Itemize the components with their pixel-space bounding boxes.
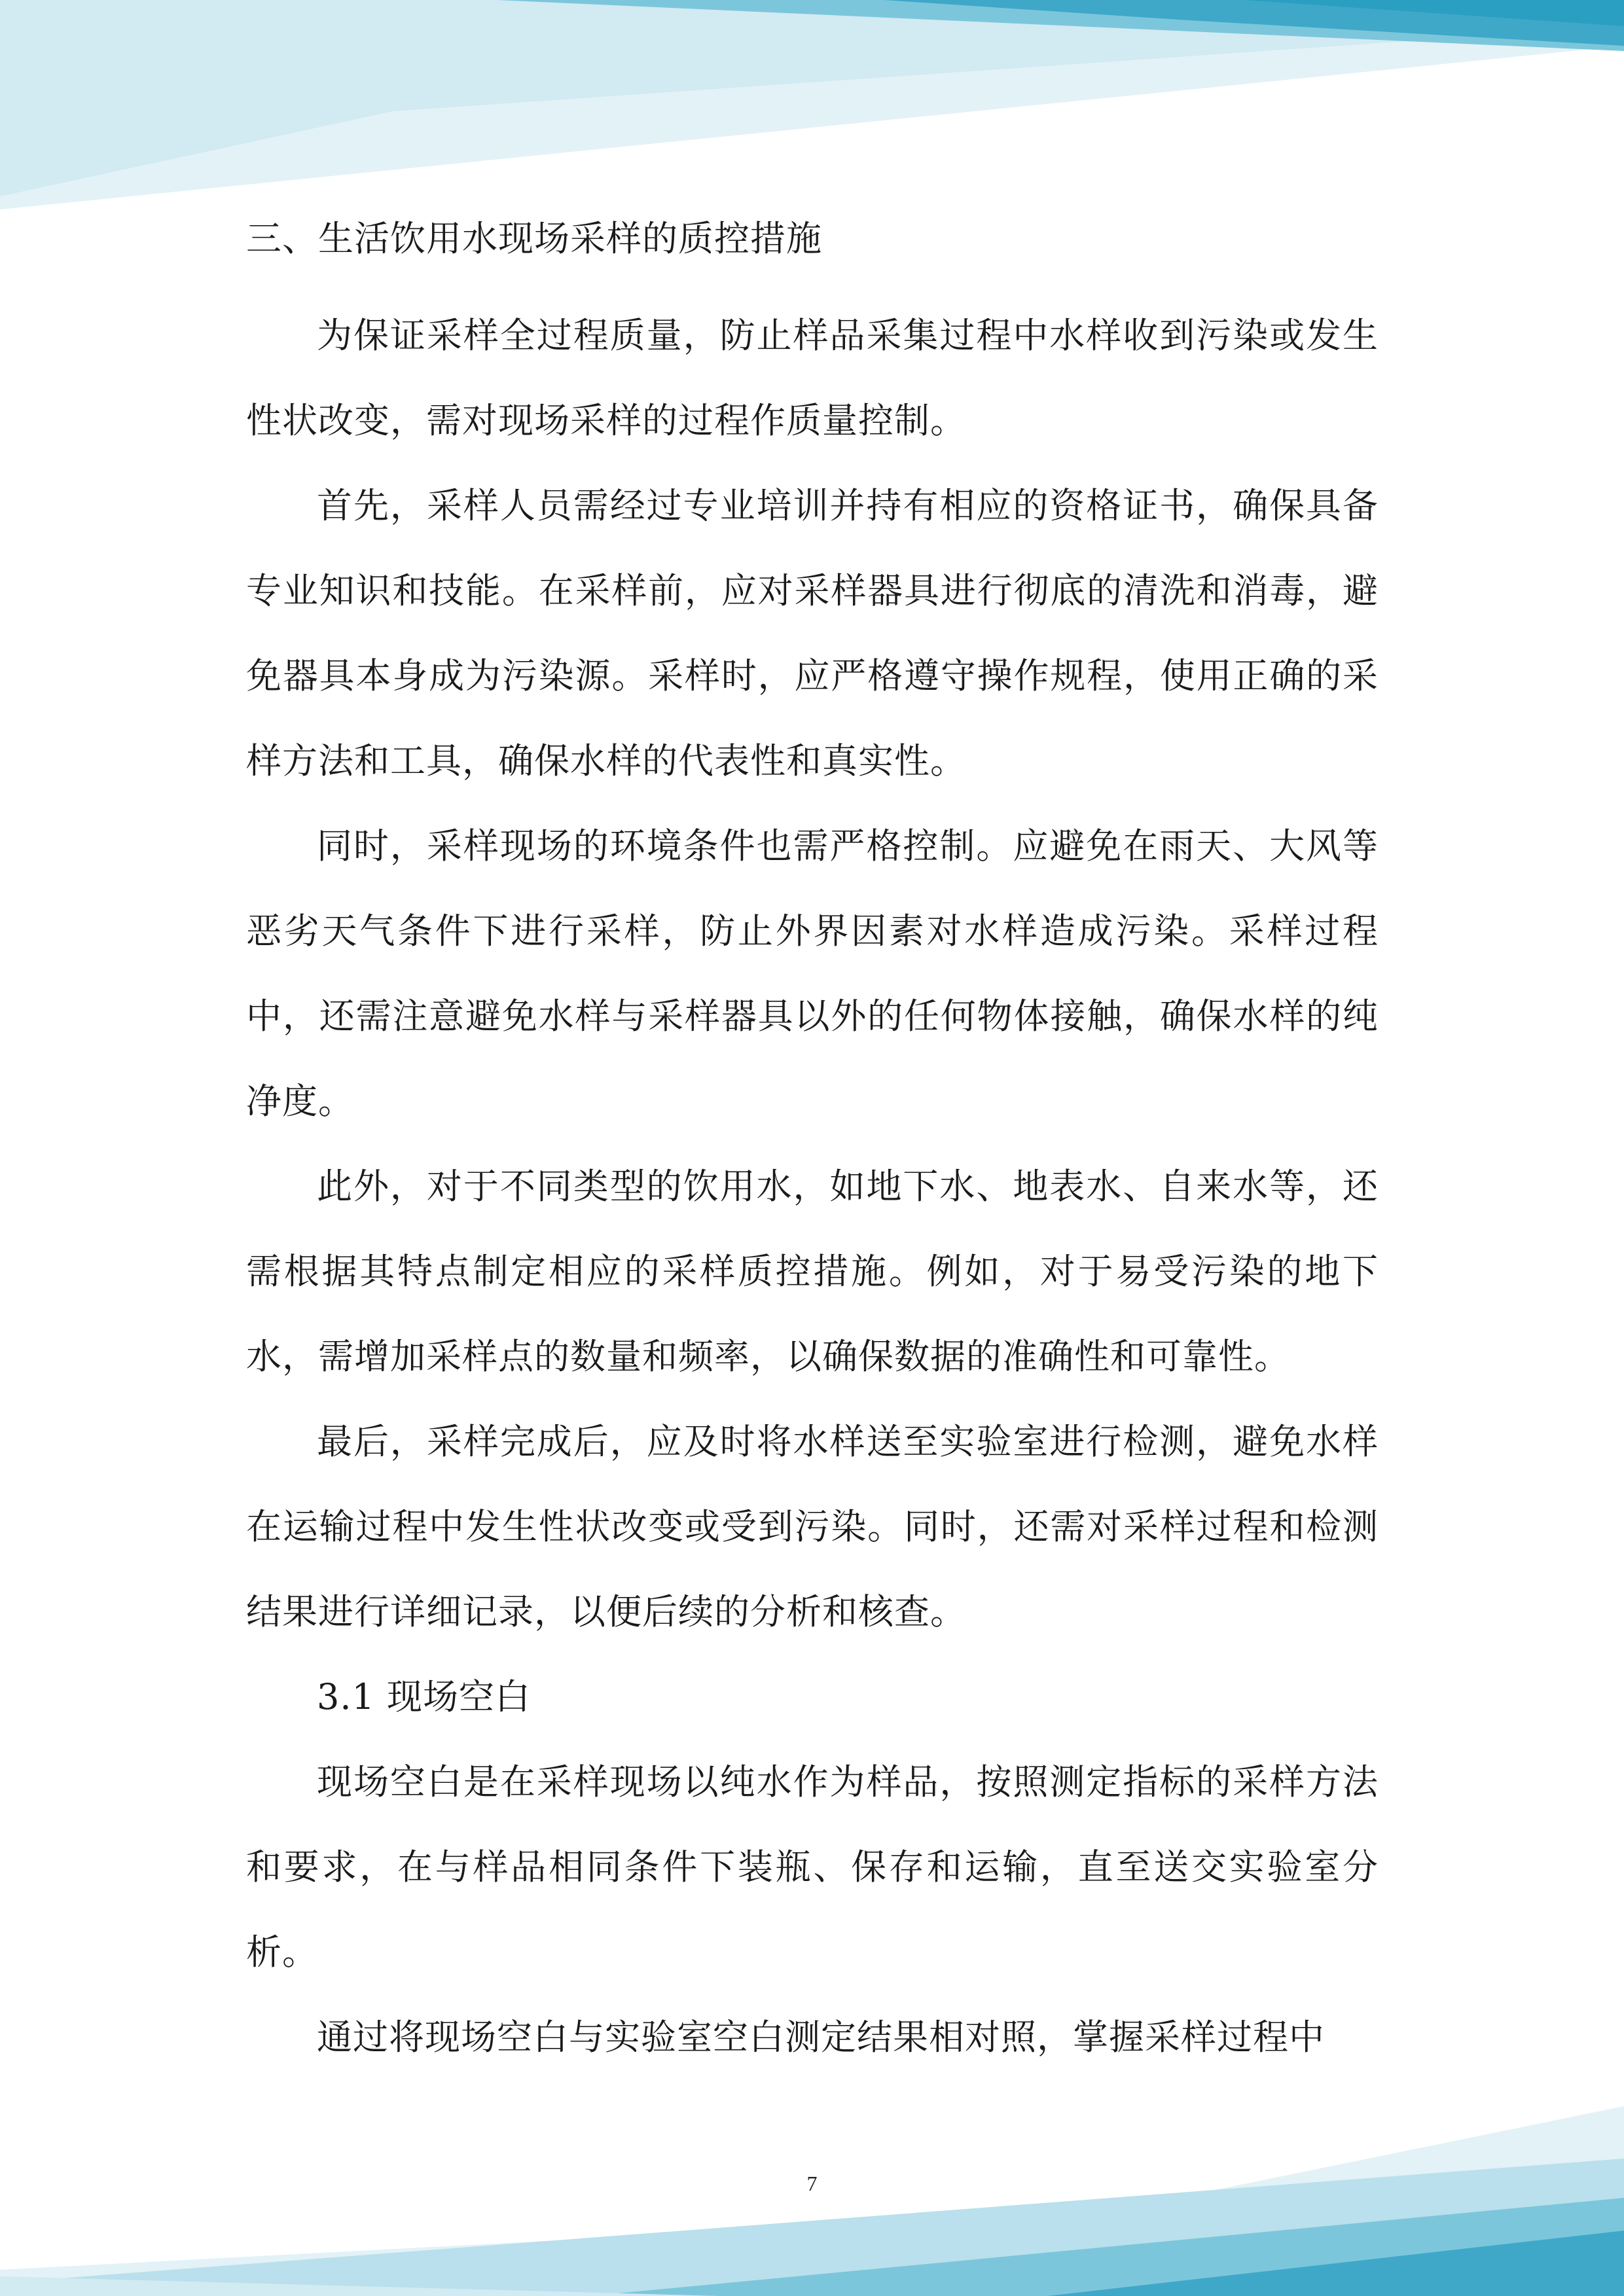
subsection-heading: 3.1 现场空白: [317, 1676, 532, 1717]
bottom-decorative-banner: [0, 2080, 1624, 2296]
top-decorative-banner: [0, 0, 1624, 216]
document-body: [246, 209, 1379, 2080]
page-number: 7: [806, 2172, 818, 2195]
paragraph: 通过将现场空白与实验室空白测定结果相对照，掌握采样过程中: [317, 2017, 1325, 2058]
paragraph: 现场空白是在采样现场以纯水作为样品，按照测定指标的采样方法和要求，在与样品相同条件下装瓶、保存和运输，直至送交实验室分析。: [246, 1761, 1379, 1973]
paragraph: 同时，采样现场的环境条件也需严格控制。应避免在雨天、大风等恶劣天气条件下进行采样，防止外界因素对水样造成污染。采样过程中，还需注意避免水样与采样器具以外的任何物体接触，确保水样的纯净度。: [246, 825, 1379, 1122]
paragraph: 首先，采样人员需经过专业培训并持有相应的资格证书，确保具备专业知识和技能。在采样前，应对采样器具进行彻底的清洗和消毒，避免器具本身成为污染源。采样时，应严格遵守操作规程，使用正确的采样方法和工具，确保水样的代表性和真实性。: [246, 485, 1379, 781]
paragraph: 此外，对于不同类型的饮用水，如地下水、地表水、自来水等，还需根据其特点制定相应的采样质控措施。例如，对于易受污染的地下水，需增加采样点的数量和频率，以确保数据的准确性和可靠性。: [246, 1166, 1379, 1377]
paragraph: 最后，采样完成后，应及时将水样送至实验室进行检测，避免水样在运输过程中发生性状改变或受到污染。同时，还需对采样过程和检测结果进行详细记录，以便后续的分析和核查。: [246, 1421, 1379, 1632]
paragraph: 为保证采样全过程质量，防止样品采集过程中水样收到污染或发生性状改变，需对现场采样的过程作质量控制。: [246, 315, 1379, 441]
section-heading: 三、生活饮用水现场采样的质控措施: [246, 218, 822, 259]
